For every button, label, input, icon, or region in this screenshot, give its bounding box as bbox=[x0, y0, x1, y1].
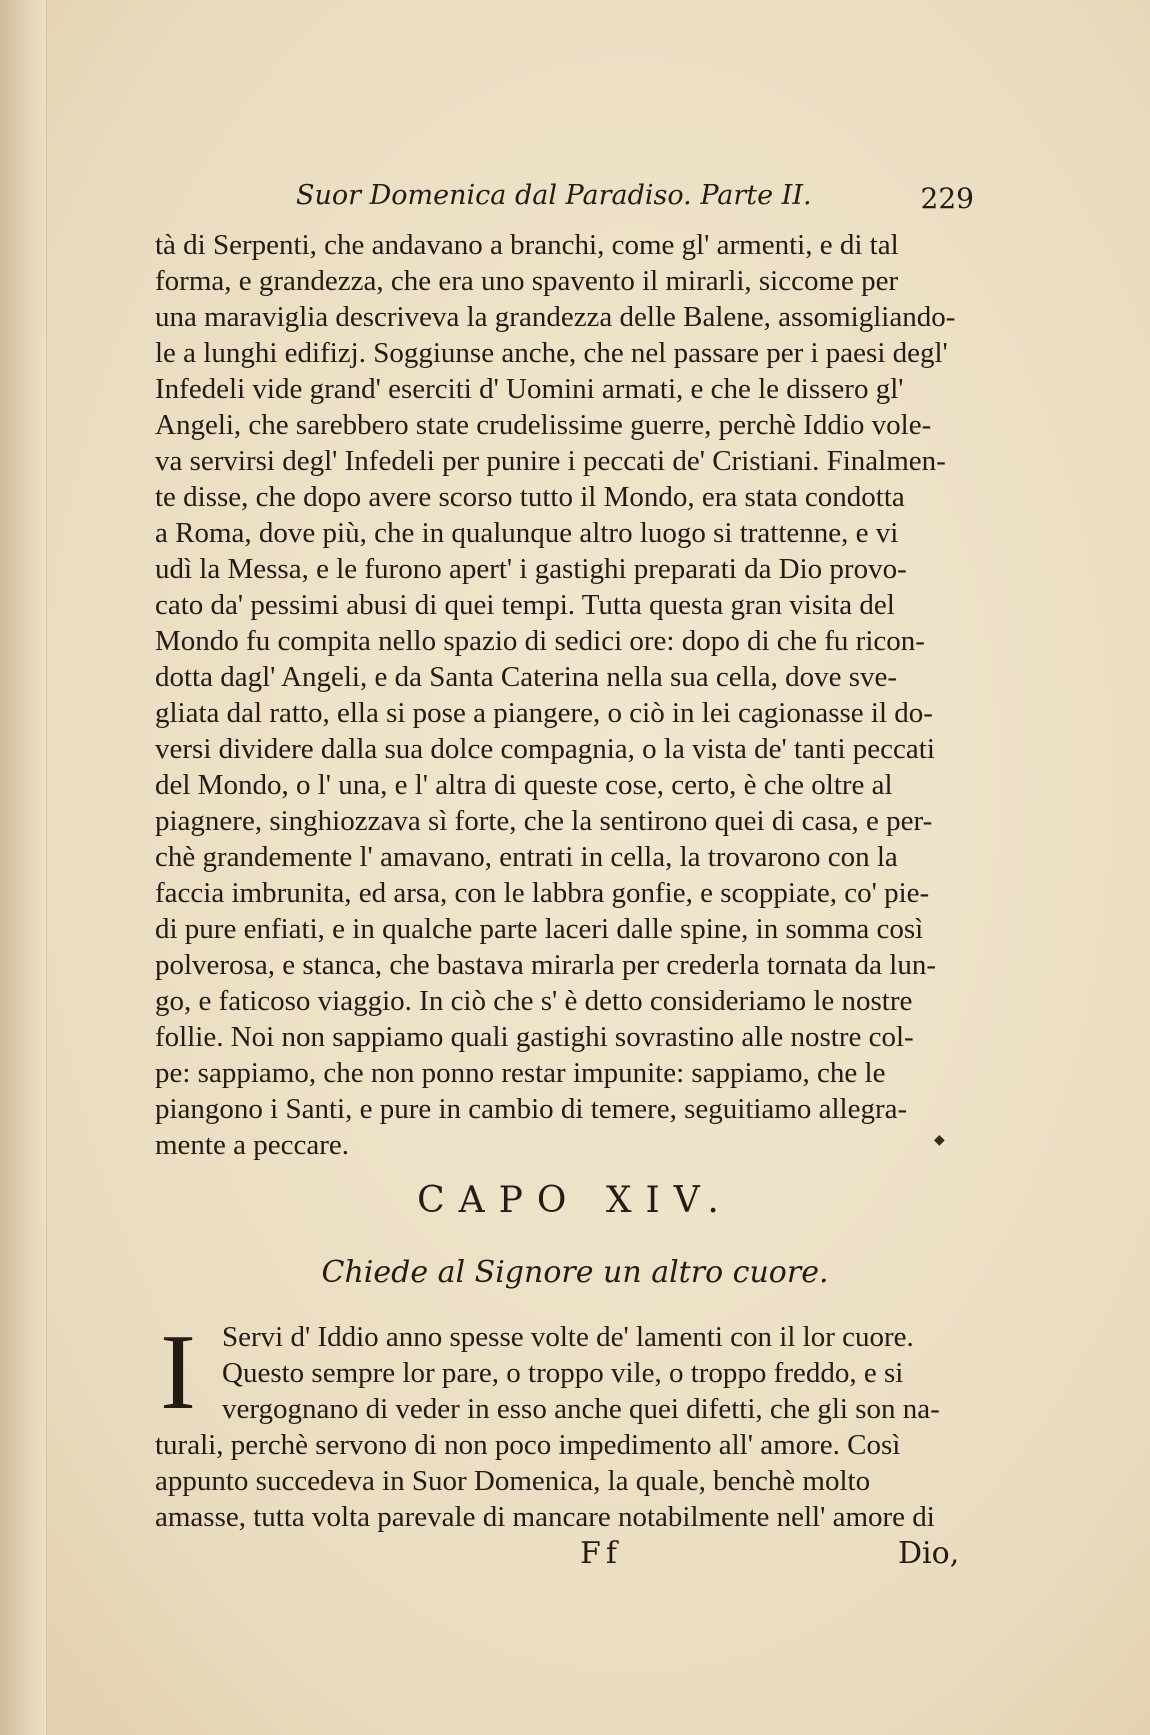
text-line: Servi d' Iddio anno spesse volte de' lamenti con il lor cuore. bbox=[222, 1321, 914, 1353]
text-line: a Roma, dove più, che in qualunque altro luogo si trattenne, e vi bbox=[155, 517, 899, 549]
text-line: Questo sempre lor pare, o troppo vile, o troppo freddo, e si bbox=[222, 1357, 904, 1389]
ink-dot: ◆ bbox=[934, 1132, 945, 1148]
page-number: 229 bbox=[920, 182, 974, 215]
text-line: faccia imbrunita, ed arsa, con le labbra gonfie, e scoppiate, co' pie- bbox=[155, 877, 930, 909]
text-line: follie. Noi non sappiamo quali gastighi sovrastino alle nostre col- bbox=[155, 1021, 914, 1053]
text-line: le a lunghi edifizj. Soggiunse anche, che nel passare per i paesi degl' bbox=[155, 337, 948, 369]
text-line: te disse, che dopo avere scorso tutto il Mondo, era stata condotta bbox=[155, 481, 905, 513]
text-line: pe: sappiamo, che non ponno restar impunite: sappiamo, che le bbox=[155, 1057, 886, 1089]
chapter-subtitle: Chiede al Signore un altro cuore. bbox=[321, 1255, 829, 1290]
text-line: cato da' pessimi abusi di quei tempi. Tutta questa gran visita del bbox=[155, 589, 895, 621]
text-line: polverosa, e stanca, che bastava mirarla per crederla tornata da lun- bbox=[155, 949, 936, 981]
text-line: piangono i Santi, e pure in cambio di temere, seguitiamo allegra- bbox=[155, 1093, 908, 1125]
text-line: dotta dagl' Angeli, e da Santa Caterina nella sua cella, dove sve- bbox=[155, 661, 898, 693]
text-line: amasse, tutta volta parevale di mancare notabilmente nell' amore di bbox=[155, 1501, 935, 1533]
text-line: va servirsi degl' Infedeli per punire i peccati de' Cristiani. Finalmen- bbox=[155, 445, 946, 477]
text-line: tà di Serpenti, che andavano a branchi, come gl' armenti, e di tal bbox=[155, 229, 899, 261]
text-line: udì la Messa, e le furono apert' i gastighi preparati da Dio provo- bbox=[155, 553, 907, 585]
text-line: Mondo fu compita nello spazio di sedici ore: dopo di che fu ricon- bbox=[155, 625, 925, 657]
text-line: mente a peccare. bbox=[155, 1129, 349, 1161]
text-line: Angeli, che sarebbero state crudelissime guerre, perchè Iddio vole- bbox=[155, 409, 932, 441]
catchword: Dio, bbox=[898, 1536, 960, 1571]
text-line: go, e faticoso viaggio. In ciò che s' è detto consideriamo le nostre bbox=[155, 985, 913, 1017]
page-gutter bbox=[0, 0, 47, 1735]
signature-mark: Ff bbox=[580, 1536, 622, 1571]
page-header bbox=[296, 180, 974, 224]
text-line: gliata dal ratto, ella si pose a piangere, o ciò in lei cagionasse il do- bbox=[155, 697, 933, 729]
text-line: una maraviglia descriveva la grandezza delle Balene, assomigliando- bbox=[155, 301, 956, 333]
text-line: Infedeli vide grand' eserciti d' Uomini armati, e che le dissero gl' bbox=[155, 373, 904, 405]
text-line: versi dividere dalla sua dolce compagnia, o la vista de' tanti peccati bbox=[155, 733, 935, 765]
text-line: piagnere, singhiozzava sì forte, che la sentirono quei di casa, e per- bbox=[155, 805, 933, 837]
text-line: chè grandemente l' amavano, entrati in cella, la trovarono con la bbox=[155, 841, 898, 873]
running-title: Suor Domenica dal Paradiso. Parte II. bbox=[296, 180, 812, 211]
text-line: vergognano di veder in esso anche quei difetti, che gli son na- bbox=[222, 1393, 940, 1425]
drop-cap: I bbox=[160, 1313, 196, 1432]
text-line: del Mondo, o l' una, e l' altra di queste cose, certo, è che oltre al bbox=[155, 769, 893, 801]
text-line: di pure enfiati, e in qualche parte laceri dalle spine, in somma così bbox=[155, 913, 924, 945]
text-line: turali, perchè servono di non poco impedimento all' amore. Così bbox=[155, 1429, 901, 1461]
text-line: appunto succedeva in Suor Domenica, la quale, benchè molto bbox=[155, 1465, 871, 1497]
chapter-heading: CAPO XIV. bbox=[417, 1180, 733, 1221]
text-line: forma, e grandezza, che era uno spavento il mirarli, siccome per bbox=[155, 265, 899, 297]
